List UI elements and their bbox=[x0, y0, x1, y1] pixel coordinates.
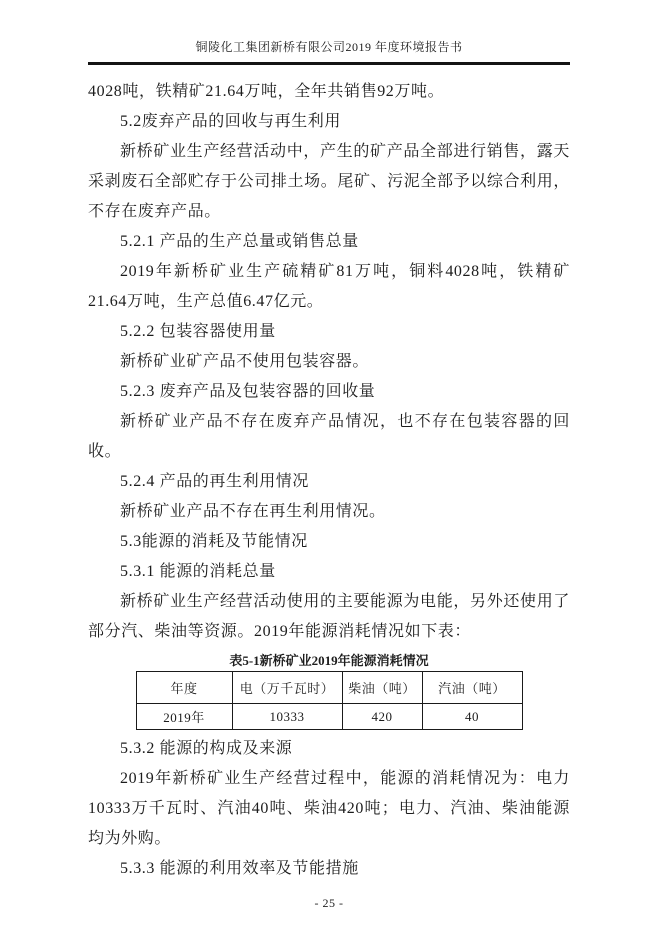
paragraph-5-2-1: 2019年新桥矿业生产硫精矿81万吨，铜料4028吨，铁精矿21.64万吨，生产总值6.47亿元。 bbox=[88, 263, 570, 310]
paragraph-5-2-4: 新桥矿业产品不存在再生利用情况。 bbox=[120, 503, 386, 520]
paragraph-5-2-3: 新桥矿业产品不存在废弃产品情况，也不存在包装容器的回收。 bbox=[88, 413, 570, 460]
paragraph-5-2-2: 新桥矿业矿产品不使用包装容器。 bbox=[120, 353, 370, 370]
heading-5-2-1: 5.2.1 产品的生产总量或销售总量 bbox=[120, 233, 359, 250]
document-body bbox=[88, 77, 570, 884]
heading-5-3: 5.3能源的消耗及节能情况 bbox=[120, 533, 308, 550]
table-header-row bbox=[136, 672, 522, 704]
table-cell-year: 2019年 bbox=[136, 704, 232, 730]
paragraph-5-3-1: 新桥矿业生产经营活动使用的主要能源为电能，另外还使用了部分汽、柴油等资源。2019年能源消耗情况如下表： bbox=[88, 593, 570, 640]
paragraph-5-2: 新桥矿业生产经营活动中，产生的矿产品全部进行销售，露天采剥废石全部贮存于公司排土场。尾矿、污泥全部予以综合利用，不存在废弃产品。 bbox=[88, 143, 570, 220]
energy-consumption-table bbox=[136, 671, 523, 730]
heading-5-3-2: 5.3.2 能源的构成及来源 bbox=[120, 740, 293, 757]
heading-5-3-3: 5.3.3 能源的利用效率及节能措施 bbox=[120, 860, 359, 877]
energy-table-caption: 表5-1新桥矿业2019年能源消耗情况 bbox=[229, 653, 429, 668]
table-cell-electricity: 10333 bbox=[232, 704, 342, 730]
table-header-cell-electricity: 电（万千瓦时） bbox=[232, 672, 342, 704]
table-header-cell-diesel: 柴油（吨） bbox=[342, 672, 422, 704]
paragraph-5-3-2: 2019年新桥矿业生产经营过程中，能源的消耗情况为：电力10333万千瓦时、汽油40吨、柴油420吨；电力、汽油、柴油能源均为外购。 bbox=[88, 770, 570, 847]
table-header-cell-gasoline: 汽油（吨） bbox=[422, 672, 522, 704]
paragraph-continued: 4028吨，铁精矿21.64万吨，全年共销售92万吨。 bbox=[88, 83, 445, 100]
heading-5-2-2: 5.2.2 包装容器使用量 bbox=[120, 323, 276, 340]
page-number: - 25 - bbox=[314, 896, 344, 910]
table-cell-diesel: 420 bbox=[342, 704, 422, 730]
table-header-cell-year: 年度 bbox=[136, 672, 232, 704]
page-header-title: 铜陵化工集团新桥有限公司2019 年度环境报告书 bbox=[88, 38, 570, 65]
heading-5-2-3: 5.2.3 废弃产品及包装容器的回收量 bbox=[120, 383, 376, 400]
table-cell-gasoline: 40 bbox=[422, 704, 522, 730]
heading-5-2-4: 5.2.4 产品的再生利用情况 bbox=[120, 473, 310, 490]
table-row bbox=[136, 704, 522, 730]
heading-5-3-1: 5.3.1 能源的消耗总量 bbox=[120, 563, 276, 580]
heading-5-2: 5.2废弃产品的回收与再生利用 bbox=[120, 113, 342, 130]
